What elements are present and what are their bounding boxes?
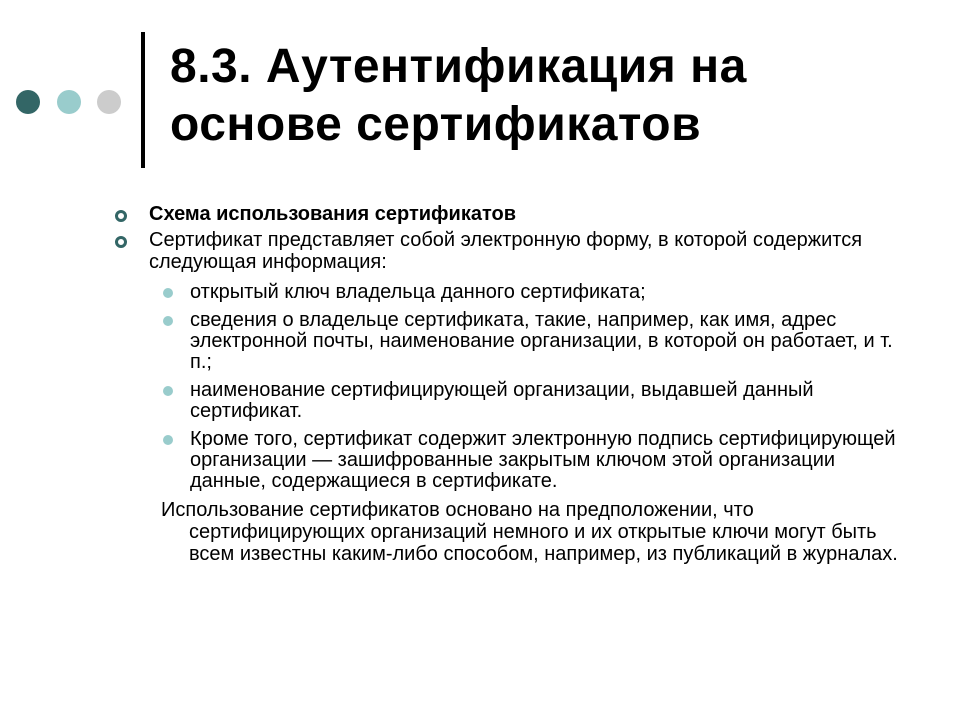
decorative-dots bbox=[16, 90, 126, 114]
title-divider-line bbox=[141, 32, 145, 168]
sub-bullet-text: открытый ключ владельца данного сертификата; bbox=[190, 281, 646, 303]
sub-bullet-text: наименование сертифицирующей организации, выдавшей данный сертификат. bbox=[190, 379, 814, 422]
dot-bullet-icon bbox=[163, 316, 173, 326]
ring-bullet-icon bbox=[115, 210, 127, 222]
dot-bullet-icon bbox=[163, 435, 173, 445]
sub-bullet-text: сведения о владельце сертификата, такие, например, как имя, адрес электронной почты, наименование организации, в которой он работает, и т. п.; bbox=[190, 309, 893, 373]
dark-teal-dot-icon bbox=[16, 90, 40, 114]
bullet-item bbox=[112, 229, 902, 273]
light-teal-dot-icon bbox=[57, 90, 81, 114]
dot-bullet-icon bbox=[163, 288, 173, 298]
dot-bullet-icon bbox=[163, 386, 173, 396]
bullet-item bbox=[112, 203, 902, 225]
sub-bullet-item bbox=[190, 380, 902, 422]
closing-paragraph: Использование сертификатов основано на предположении, что сертифицирующих организаций немного и их открытые ключи могут быть всем известны каким-либо способом, например, из публикаций в журналах. bbox=[161, 499, 898, 565]
sub-bullet-text: Кроме того, сертификат содержит электронную подпись сертифицирующей организации — зашифрованные закрытым ключом этой организации данные, содержащиеся в сертификате. bbox=[190, 428, 896, 492]
sub-bullet-item bbox=[190, 429, 902, 492]
slide-title: 8.3. Аутентификация на основе сертификатов bbox=[170, 40, 747, 151]
gray-dot-icon bbox=[97, 90, 121, 114]
sub-bullet-item bbox=[190, 282, 902, 303]
sub-bullet-item bbox=[190, 310, 902, 373]
bullet-text: Схема использования сертификатов bbox=[149, 203, 517, 225]
slide-body bbox=[112, 203, 902, 565]
ring-bullet-icon bbox=[115, 236, 127, 248]
bullet-text: Сертификат представляет собой электронную форму, в которой содержится следующая информация: bbox=[149, 229, 863, 273]
